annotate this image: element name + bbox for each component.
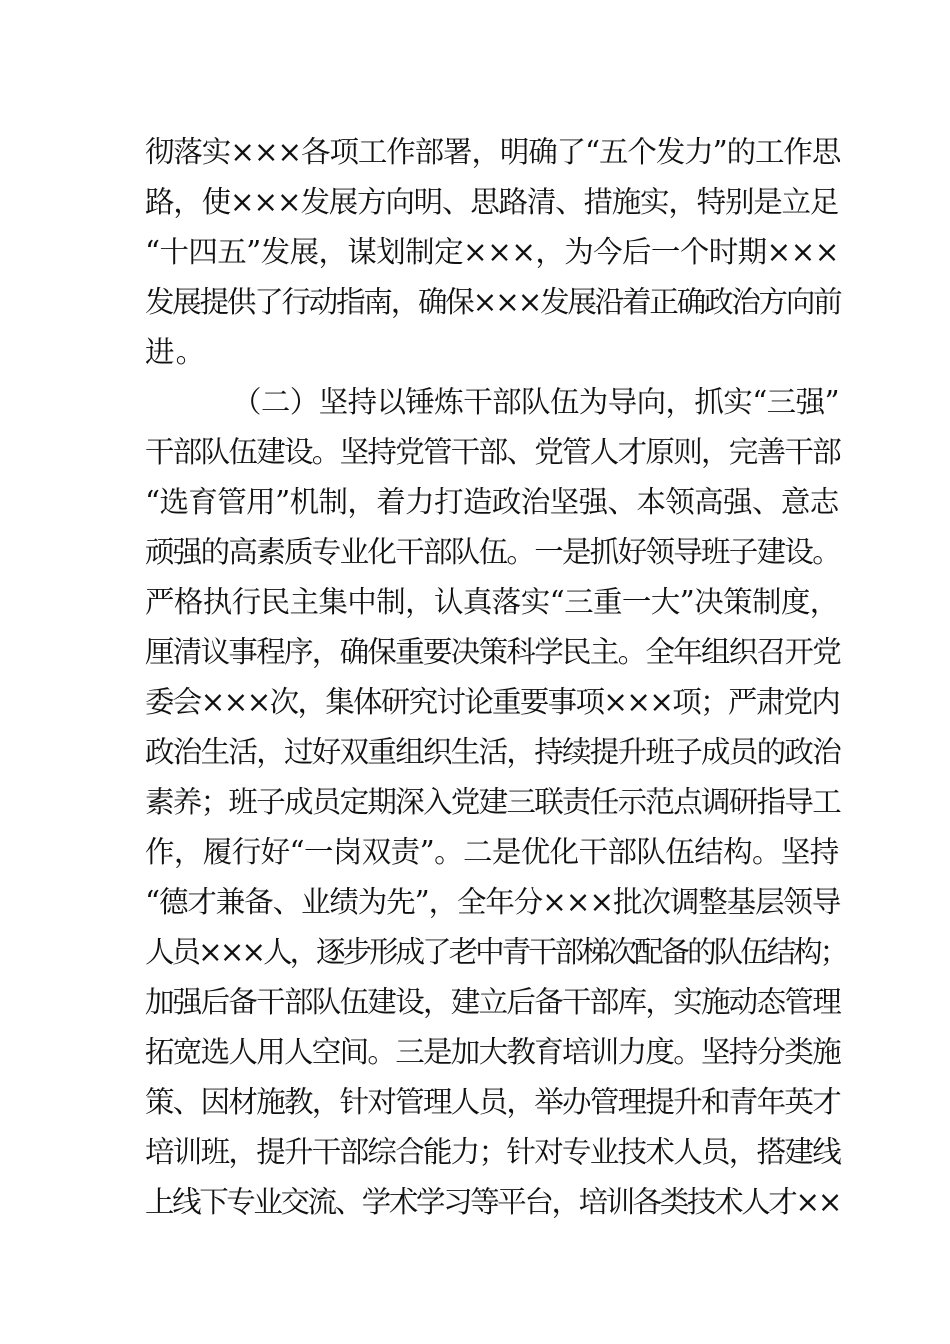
text-line: 策、因材施教，针对管理人员，举办管理提升和青年英才 [145, 1085, 841, 1119]
text-line: 彻落实×××各项工作部署，明确了“五个发力”的工作思 [145, 135, 841, 169]
text-line: 拓宽选人用人空间。三是加大教育培训力度。坚持分类施 [145, 1035, 841, 1069]
text-line: “德才兼备、业绩为先”，全年分×××批次调整基层领导 [145, 885, 841, 919]
text-line: 加强后备干部队伍建设，建立后备干部库，实施动态管理 [145, 985, 841, 1019]
text-line: 发展提供了行动指南，确保×××发展沿着正确政治方向前 [145, 285, 841, 319]
text-line: 上线下专业交流、学术学习等平台，培训各类技术人才×× [145, 1185, 841, 1219]
text-line: 顽强的高素质专业化干部队伍。一是抓好领导班子建设。 [145, 535, 841, 569]
text-line: 人员×××人，逐步形成了老中青干部梯次配备的队伍结构； [145, 935, 847, 969]
text-line: 作，履行好“一岗双责”。二是优化干部队伍结构。坚持 [145, 835, 839, 869]
text-line: 路，使×××发展方向明、思路清、措施实，特别是立足 [145, 185, 839, 219]
text-line: 委会×××次，集体研究讨论重要事项×××项；严肃党内 [145, 685, 840, 719]
text-line: 进。 [145, 335, 207, 369]
text-line: 培训班，提升干部综合能力；针对专业技术人员，搭建线 [145, 1135, 841, 1169]
text-line: 厘清议事程序，确保重要决策科学民主。全年组织召开党 [145, 635, 841, 669]
text-line: 干部队伍建设。坚持党管干部、党管人才原则，完善干部 [145, 435, 841, 469]
text-line: “选育管用”机制，着力打造政治坚强、本领高强、意志 [145, 485, 839, 519]
section-heading: （二）坚持以锤炼干部队伍为导向，抓实“三强” [232, 385, 839, 419]
text-line: 严格执行民主集中制，认真落实“三重一大”决策制度， [145, 585, 839, 619]
text-line: 政治生活，过好双重组织生活，持续提升班子成员的政治 [145, 735, 841, 769]
text-line: “十四五”发展，谋划制定×××，为今后一个时期××× [145, 235, 839, 269]
text-line: 素养；班子成员定期深入党建三联责任示范点调研指导工 [145, 785, 841, 819]
